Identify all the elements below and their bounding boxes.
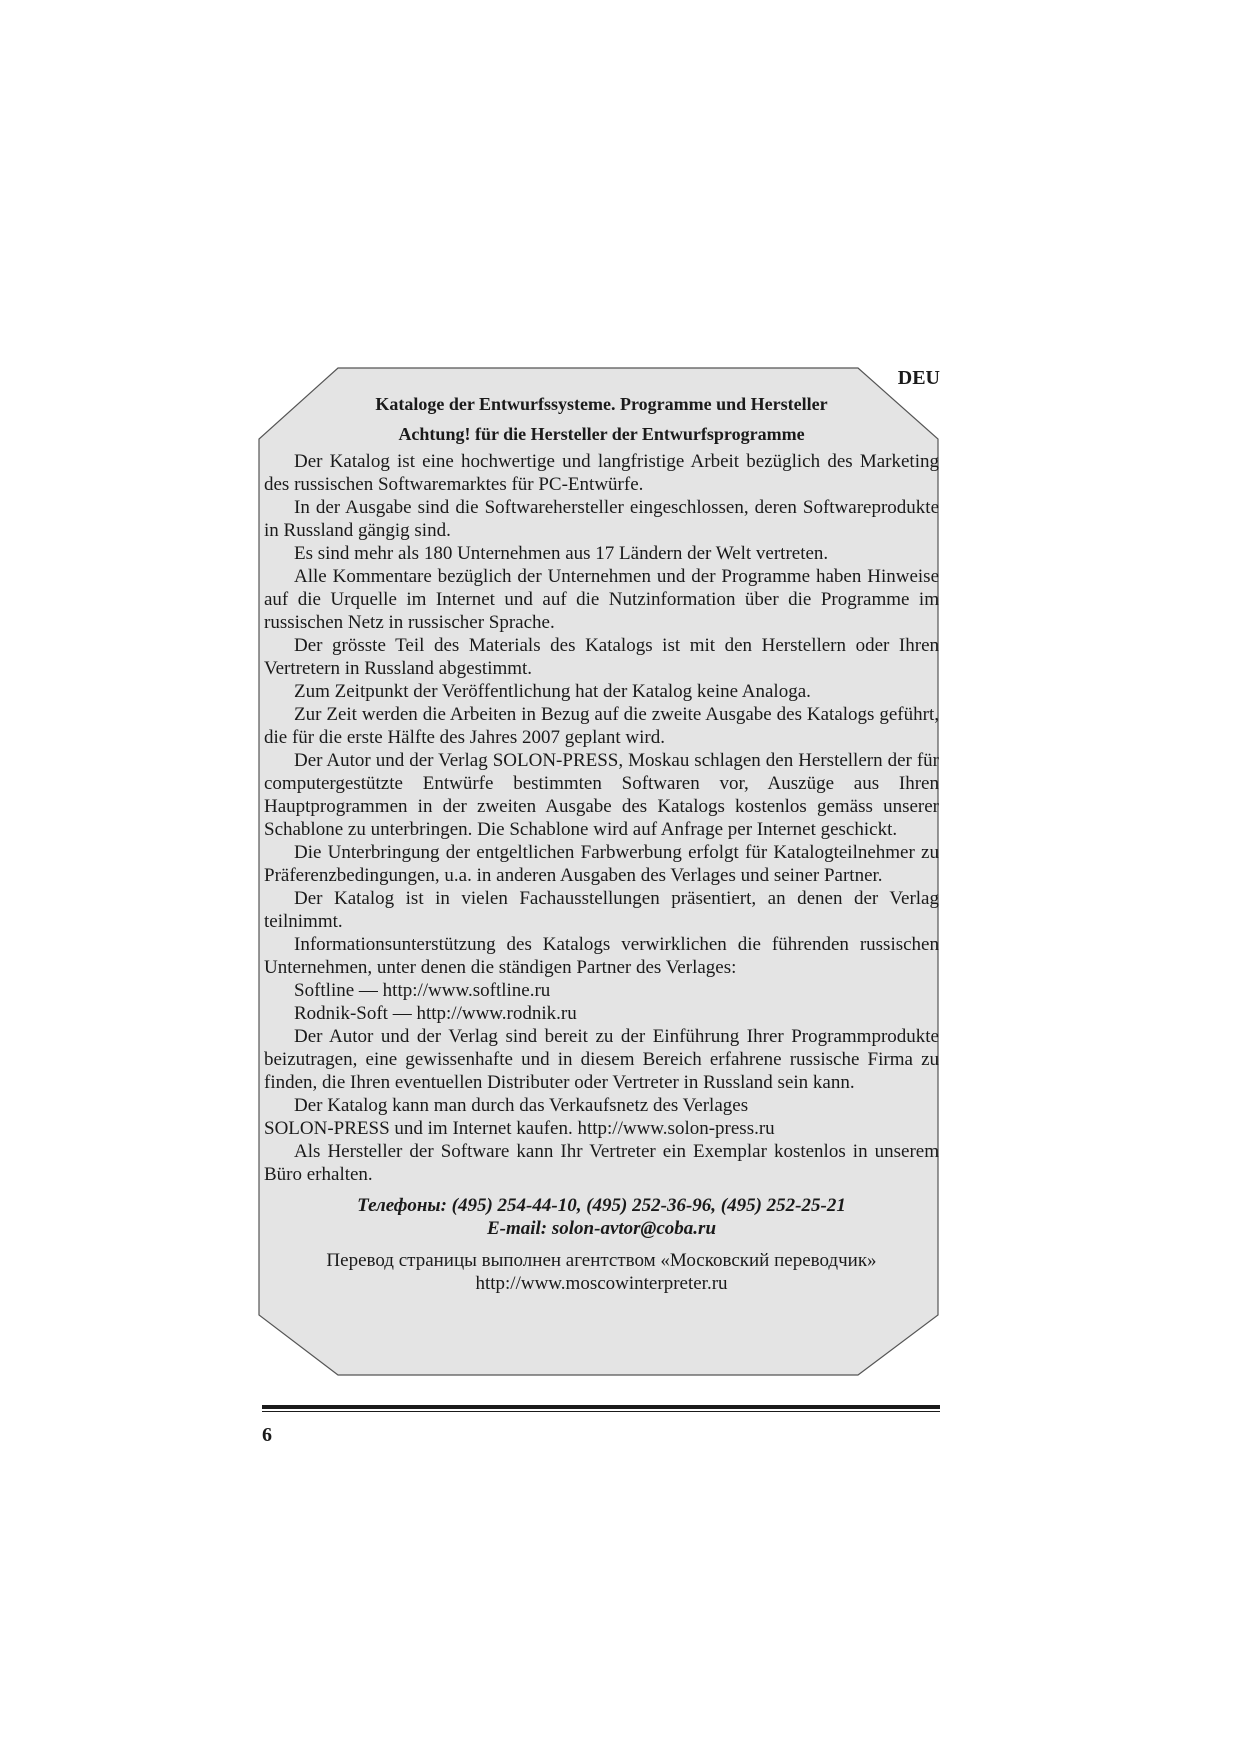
paragraph-companies-count: Es sind mehr als 180 Unternehmen aus 17 Ländern der Welt vertreten. [294, 543, 829, 564]
paragraph-material: Der grösste Teil des Materials des Katalogs ist mit den Herstellern oder Ihren Vertretern in Russland abgestimmt. [264, 635, 939, 679]
translation-note: Перевод страницы выполнен агентством «Московский переводчик» [326, 1250, 877, 1271]
translation-url: http://www.moscowinterpreter.ru [475, 1273, 728, 1294]
purchase-line-2: SOLON-PRESS und im Internet kaufen. http://www.solon-press.ru [264, 1118, 775, 1139]
paragraph-second-edition: Zur Zeit werden die Arbeiten in Bezug auf die zweite Ausgabe des Katalogs geführt, die für die erste Hälfte des Jahres 2007 geplant wird. [264, 704, 939, 748]
partner-softline: Softline — http://www.softline.ru [294, 980, 551, 1001]
contact-phones: Телефоны: (495) 254-44-10, (495) 252-36-96, (495) 252-25-21 [357, 1195, 846, 1216]
catalog-announcement [264, 393, 939, 1295]
partner-rodnik-soft: Rodnik-Soft — http://www.rodnik.ru [294, 1003, 577, 1024]
paragraph-offer: Der Autor und der Verlag SOLON-PRESS, Moskau schlagen den Herstellern der für computergestützte Entwürfe bestimmten Softwaren vor, Auszüge aus Ihren Hauptprogrammen in der zweiten Ausgabe des Katalogs kostenlos gemäss unserer Schablone zu unterbringen. Die Schablone wird auf Anfrage per Internet geschickt. [264, 750, 939, 840]
contact-email: E-mail: solon-avtor@coba.ru [486, 1218, 717, 1239]
footer-rule-thick [262, 1405, 940, 1409]
paragraph-free-copy: Als Hersteller der Software kann Ihr Vertreter ein Exemplar kostenlos in unserem Büro erhalten. [264, 1141, 939, 1185]
paragraph-advertising: Die Unterbringung der entgeltlichen Farbwerbung erfolgt für Katalogteilnehmer zu Präferenzbedingungen, u.a. in anderen Ausgaben des Verlages und seiner Partner. [264, 842, 939, 886]
paragraph-comments: Alle Kommentare bezüglich der Unternehmen und der Programme haben Hinweise auf die Urquelle im Internet und auf die Nutzinformation über die Programme im russischen Netz in russischer Sprache. [264, 566, 939, 633]
paragraph-marketing: Der Katalog ist eine hochwertige und langfristige Arbeit bezüglich des Marketing des russischen Softwaremarktes für PC-Entwürfe. [264, 451, 939, 495]
paragraph-no-analogues: Zum Zeitpunkt der Veröffentlichung hat der Katalog keine Analoga. [294, 681, 811, 702]
paragraph-information-support: Informationsunterstützung des Katalogs verwirklichen die führenden russischen Unternehmen, unter denen die ständigen Partner des Verlages: [264, 934, 939, 978]
page-number: 6 [262, 1424, 272, 1446]
attention-subheading: Achtung! für die Hersteller der Entwurfsprogramme [398, 424, 805, 444]
language-tag: DEU [897, 367, 940, 389]
paragraph-exhibitions: Der Katalog ist in vielen Fachausstellungen präsentiert, an denen der Verlag teilnimmt. [264, 888, 939, 932]
paragraph-manufacturers: In der Ausgabe sind die Softwarehersteller eingeschlossen, deren Softwareprodukte in Russland gängig sind. [264, 497, 939, 541]
footer-rule-thin [262, 1411, 940, 1412]
paragraph-introduction-help: Der Autor und der Verlag sind bereit zu der Einführung Ihrer Programmprodukte beizutragen, eine gewissenhafte und in diesem Bereich erfahrene russische Firma zu finden, die Ihren eventuellen Distributer oder Vertreter in Russland sein kann. [264, 1026, 939, 1093]
catalog-heading: Kataloge der Entwurfssysteme. Programme und Hersteller [375, 394, 828, 414]
purchase-line-1: Der Katalog kann man durch das Verkaufsnetz des Verlages [294, 1095, 749, 1116]
